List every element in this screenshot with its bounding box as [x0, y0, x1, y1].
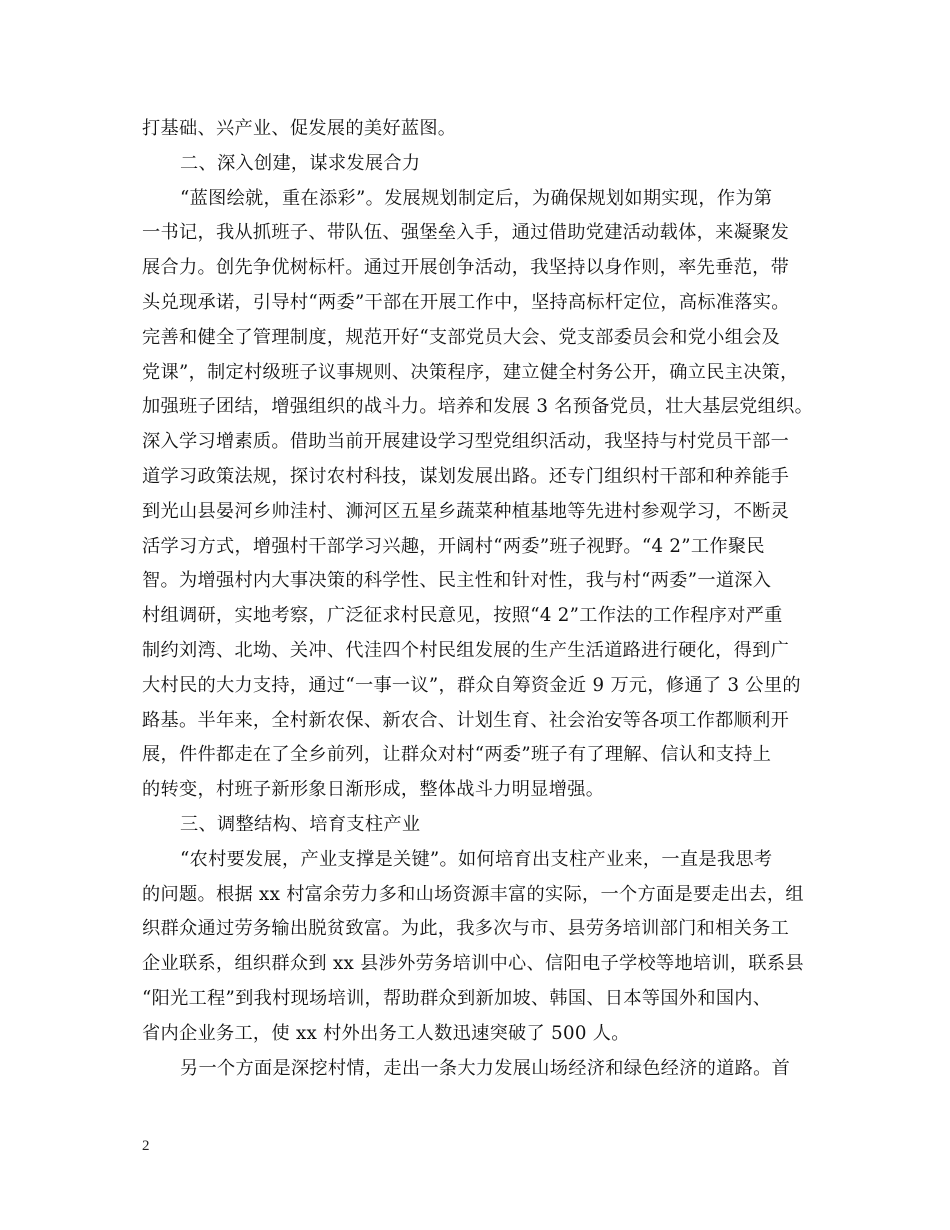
text-line: 村组调研，实地考察，广泛征求村民意见，按照“4 2”工作法的工作程序对严重	[142, 605, 783, 627]
text-line: 道学习政策法规，探讨农村科技，谋划发展出路。还专门组织村干部和种养能手	[142, 465, 790, 487]
text-line: 头兑现承诺，引导村“两委”干部在开展工作中，坚持高标杆定位，高标准落实。	[142, 291, 790, 313]
text-line: 三、调整结构、培育支柱产业	[180, 813, 421, 835]
text-line: 的问题。根据 xx 村富余劳力多和山场资源丰富的实际，一个方面是要走出去，组	[142, 883, 804, 905]
text-line: “农村要发展，产业支撑是关键”。如何培育出支柱产业来，一直是我思考	[180, 848, 773, 870]
document-body	[142, 112, 822, 1086]
text-line: 路基。半年来，全村新农保、新农合、计划生育、社会治安等各项工作都顺利开	[142, 709, 790, 731]
text-line: 党课”，制定村级班子议事规则、决策程序，建立健全村务公开，确立民主决策，	[142, 361, 799, 383]
text-line: 智。为增强村内大事决策的科学性、民主性和针对性，我与村“两委”一道深入	[142, 570, 772, 592]
text-line: 另一个方面是深挖村情，走出一条大力发展山场经济和绿色经济的道路。首	[180, 1057, 791, 1079]
text-line: 展，件件都走在了全乡前列，让群众对村“两委”班子有了理解、信认和支持上	[142, 744, 772, 766]
text-line: 企业联系，组织群众到 xx 县涉外劳务培训中心、信阳电子学校等地培训，联系县	[142, 953, 804, 975]
text-line: 二、深入创建，谋求发展合力	[180, 152, 421, 174]
text-line: 深入学习增素质。借助当前开展建设学习型党组织活动，我坚持与村党员干部一	[142, 431, 790, 453]
text-line: 到光山县晏河乡帅洼村、浉河区五星乡蔬菜种植基地等先进村参观学习，不断灵	[142, 500, 790, 522]
text-line: 的转变，村班子新形象日渐形成，整体战斗力明显增强。	[142, 779, 605, 801]
text-line: “阳光工程”到我村现场培训，帮助群众到新加坡、韩国、日本等国外和国内、	[142, 987, 772, 1009]
text-line: 织群众通过劳务输出脱贫致富。为此，我多次与市、县劳务培训部门和相关务工	[142, 918, 790, 940]
text-line: 展合力。创先争优树标杆。通过开展创争活动，我坚持以身作则，率先垂范，带	[142, 257, 790, 279]
page-number: 2	[142, 1138, 150, 1154]
text-line: 打基础、兴产业、促发展的美好蓝图。	[142, 118, 457, 139]
text-line: 制约刘湾、北坳、关冲、代洼四个村民组发展的生产生活道路进行硬化，得到广	[142, 639, 790, 661]
text-line: “蓝图绘就，重在添彩”。发展规划制定后，为确保规划如期实现，作为第	[180, 187, 773, 209]
text-line: 大村民的大力支持，通过“一事一议”，群众自筹资金近 9 万元，修通了 3 公里的	[142, 674, 801, 696]
text-line: 完善和健全了管理制度，规范开好“支部党员大会、党支部委员会和党小组会及	[142, 326, 781, 348]
text-line: 省内企业务工，使 xx 村外出务工人数迅速突破了 500 人。	[142, 1022, 630, 1044]
text-line: 活学习方式，增强村干部学习兴趣，开阔村“两委”班子视野。“4 2”工作聚民	[142, 535, 765, 557]
text-line: 一书记，我从抓班子、带队伍、强堡垒入手，通过借助党建活动载体，来凝聚发	[142, 222, 790, 244]
text-line: 加强班子团结，增强组织的战斗力。培养和发展 3 名预备党员，壮大基层党组织。	[142, 396, 814, 418]
